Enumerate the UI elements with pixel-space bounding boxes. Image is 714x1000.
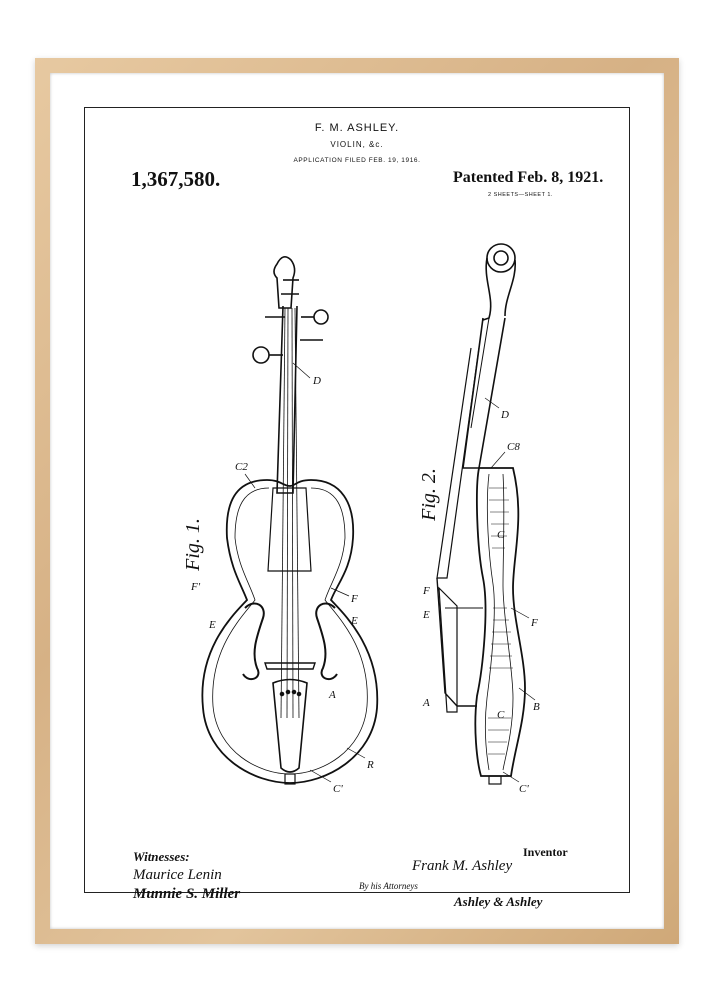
fig1-ref-d: D	[313, 375, 321, 387]
fig1-ref-c1: C'	[333, 783, 343, 795]
witnesses-label: Witnesses:	[133, 849, 190, 864]
fig2-ref-c-lower: C	[497, 709, 505, 721]
fig1-ref-c2: C2	[235, 461, 248, 473]
fig2-ref-a: A	[423, 697, 430, 709]
application-filed-date: APPLICATION FILED FEB. 19, 1916.	[293, 157, 421, 164]
fig2-ref-d: D	[501, 409, 509, 421]
invention-title: VIOLIN, &c.	[330, 140, 384, 149]
passe-partout-mat	[50, 73, 664, 929]
picture-frame	[35, 58, 679, 944]
sheet-count: 2 SHEETS—SHEET 1.	[488, 192, 553, 198]
fig1-ref-f-prime: F'	[191, 581, 201, 593]
fig2-ref-f: F	[531, 617, 538, 629]
fig2-ref-b: B	[533, 701, 540, 713]
fig1-ref-a: A	[329, 689, 336, 701]
fig2-ref-e: E	[423, 609, 430, 621]
witness-signature-2: Munnie S. Miller	[133, 886, 241, 902]
inventor-signature: Frank M. Ashley	[412, 858, 513, 874]
fig1-ref-r: R	[367, 759, 374, 771]
witness-signature-1: Maurice Lenin	[133, 867, 222, 883]
figure-1-label: Fig. 1.	[181, 518, 204, 571]
figure-2-label: Fig. 2.	[417, 468, 440, 521]
patented-date: Patented Feb. 8, 1921.	[453, 169, 604, 186]
inventor-label: Inventor	[523, 845, 568, 859]
fig2-ref-f-prime: F	[423, 585, 430, 597]
reference-letters	[190, 375, 540, 795]
fig1-ref-e-right: E	[351, 615, 358, 627]
fig1-ref-f: E	[209, 619, 216, 631]
figure-2-side-view	[437, 244, 535, 784]
fig2-ref-c1: C'	[519, 783, 529, 795]
attorney-signature: Ashley & Ashley	[454, 894, 543, 909]
violin-drawings	[85, 108, 631, 894]
inventor-name-header: F. M. ASHLEY.	[314, 122, 400, 134]
fig2-ref-c-upper: C	[497, 529, 505, 541]
fig1-ref-f-right: F	[351, 593, 358, 605]
patent-sheet	[84, 107, 630, 909]
patent-number: 1,367,580.	[131, 167, 221, 191]
fig2-ref-c8: C8	[507, 441, 520, 453]
attorney-label: By his Attorneys	[359, 881, 418, 891]
figure-1-front-view	[202, 257, 377, 784]
